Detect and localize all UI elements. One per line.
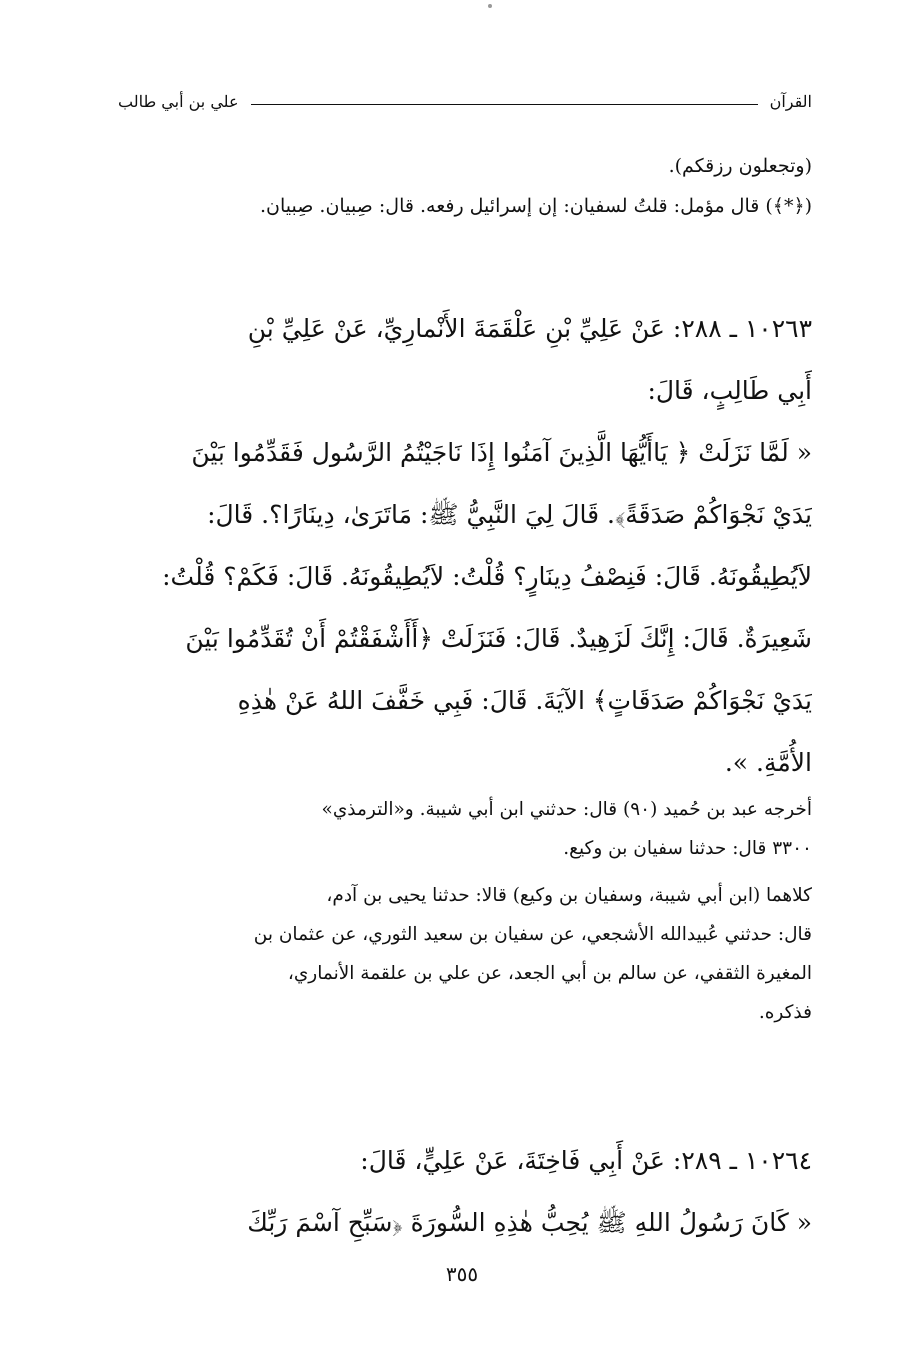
- hadith-line: يَدَيْ نَجْوَاكُمْ صَدَقَاتٍ﴾ الآيَةَ. قَالَ: فَبِي خَفَّفَ اللهُ عَنْ هٰذِهِ: [237, 686, 812, 715]
- page-number: ٣٥٥: [445, 1262, 479, 1286]
- scan-dot: [488, 4, 492, 8]
- source-line: قال: حدثني عُبيدالله الأشجعي، عن سفيان بن سعيد الثوري، عن عثمان بن: [253, 924, 812, 945]
- header-rule: [251, 104, 758, 105]
- note-line: (﴿*﴾) قال مؤمل: قلتُ لسفيان: إن إسرائيل رفعه. قال: صِبيان. صِبيان.: [260, 195, 812, 217]
- source-line: المغيرة الثقفي، عن سالم بن أبي الجعد، عن علي بن علقمة الأنماري،: [287, 963, 812, 984]
- hadith-10263: [112, 298, 812, 794]
- source-line: فذكره.: [758, 1002, 812, 1023]
- hadith-line: أَبِي طَالِبٍ، قَالَ:: [647, 376, 812, 405]
- hadith-line: ١٠٢٦٤ ـ ٢٨٩: عَنْ أَبِي فَاخِتَةَ، عَنْ عَلِيٍّ، قَالَ:: [360, 1146, 812, 1175]
- hadith-line: الأُمَّةِ. ».: [724, 748, 812, 777]
- hadith-line: لاَيُطِيقُونَهُ. قَالَ: فَنِصْفُ دِينَارٍ؟ قُلْتُ: لاَيُطِيقُونَهُ. قَالَ: فَكَمْ؟ قُلْتُ:: [162, 562, 812, 591]
- running-header: [118, 88, 812, 114]
- takhrij-block: [112, 790, 812, 1032]
- hadith-10264: [112, 1130, 812, 1254]
- source-line: كلاهما (ابن أبي شيبة، وسفيان بن وكيع) قالا: حدثنا يحيى بن آدم،: [326, 885, 812, 906]
- hadith-line: شَعِيرَةٌ. قَالَ: إِنَّكَ لَزَهِيدٌ. قَالَ: فَنَزَلَتْ ﴿أَأَشْفَقْتُمْ أَنْ تُقَدِّمُوا بَيْنَ: [185, 624, 812, 653]
- hadith-line: يَدَيْ نَجْوَاكُمْ صَدَقَةً﴾. قَالَ لِيَ النَّبِيُّ ﷺ: مَاتَرَىٰ، دِينَارًا؟. قَالَ:: [207, 500, 812, 529]
- note-line: (وتجعلون رزقكم).: [668, 155, 812, 177]
- hadith-line: ١٠٢٦٣ ـ ٢٨٨: عَنْ عَلِيِّ بْنِ عَلْقَمَةَ الأَنْمارِيِّ، عَنْ عَلِيِّ بْنِ: [247, 314, 812, 343]
- header-book-title: علي بن أبي طالب: [118, 91, 239, 111]
- header-section-title: القرآن: [769, 91, 812, 111]
- source-line: أخرجه عبد بن حُميد (٩٠) قال: حدثني ابن أبي شيبة. و«الترمذي»: [321, 799, 812, 820]
- hadith-line: « لَمَّا نَزَلَتْ ﴿ يَاأَيُّهَا الَّذِينَ آمَنُوا إِذَا نَاجَيْتُمُ الرَّسُول فَقَدِّمُوا بَيْنَ: [191, 438, 812, 467]
- note-block: [112, 146, 812, 226]
- hadith-line: « كَانَ رَسُولُ اللهِ ﷺ يُحِبُّ هٰذِهِ السُّورَةَ ﴿سَبِّحِ آسْمَ رَبِّكَ: [247, 1208, 812, 1237]
- source-line: ٣٣٠٠ قال: حدثنا سفيان بن وكيع.: [563, 838, 812, 859]
